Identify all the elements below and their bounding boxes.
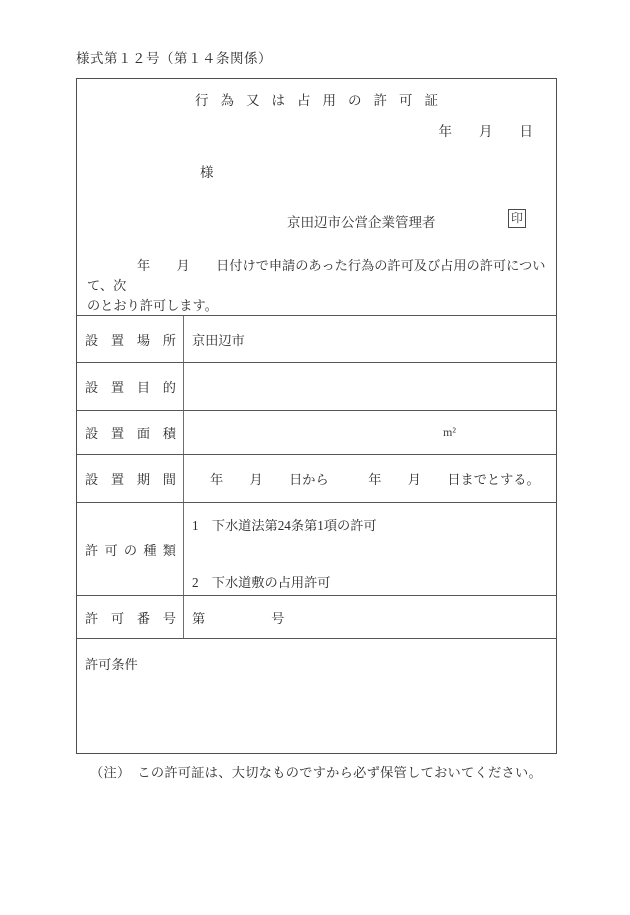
conditions-label: 許可条件 xyxy=(85,657,138,672)
recipient-honorific: 様 xyxy=(200,165,214,180)
row-label-cell xyxy=(77,316,184,362)
body-line-2: のとおり許可します。 xyxy=(87,298,218,313)
row-label-cell xyxy=(77,596,184,638)
permit-number-value: 第 号 xyxy=(192,610,285,626)
issuer-row xyxy=(77,209,556,229)
table-row-permit-number xyxy=(77,595,556,638)
permit-type-list xyxy=(184,503,556,595)
table-row-conditions xyxy=(77,638,556,753)
row-label-cell xyxy=(77,455,184,502)
certificate-title: 行為又は占用の許可証 xyxy=(195,93,450,108)
area-unit: m² xyxy=(443,425,456,439)
permit-certificate-box xyxy=(76,78,557,754)
issue-date-line: 年 月 日 xyxy=(438,124,533,139)
certificate-header xyxy=(77,79,556,315)
seal-stamp-placeholder: 印 xyxy=(508,209,526,228)
row-label-cell xyxy=(77,503,184,595)
issuer-name: 京田辺市公営企業管理者 xyxy=(287,215,436,230)
row-label: 許可の種類 xyxy=(85,542,176,558)
footnote: （注） この許可証は、大切なものですから必ず保管しておいてください。 xyxy=(90,765,542,780)
row-label: 設置場所 xyxy=(85,332,176,348)
row-label: 許可番号 xyxy=(85,610,176,626)
form-number: 様式第１２号（第１４条関係） xyxy=(76,51,272,66)
period-value: 年 月 日から 年 月 日までとする。 xyxy=(210,472,540,487)
row-label-cell xyxy=(77,363,184,410)
row-label: 設置期間 xyxy=(85,472,176,487)
permit-type-item-2: 2 下水道敷の占用許可 xyxy=(192,575,331,590)
row-label: 設置目的 xyxy=(85,380,176,395)
purpose-value xyxy=(184,363,556,410)
permit-type-item-1: 1 下水道法第24条第1項の許可 xyxy=(192,518,377,533)
table-row-period xyxy=(77,454,556,502)
table-row-area xyxy=(77,410,556,454)
permit-detail-table xyxy=(77,315,556,753)
table-row-location xyxy=(77,315,556,362)
row-label: 設置面積 xyxy=(85,426,176,441)
table-row-permit-type xyxy=(77,502,556,595)
body-text xyxy=(87,256,546,316)
location-value: 京田辺市 xyxy=(192,332,245,348)
body-line-1: 年 月 日付けで申請のあった行為の許可及び占用の許可について、次 xyxy=(87,258,546,293)
row-label-cell xyxy=(77,411,184,454)
table-row-purpose xyxy=(77,362,556,410)
